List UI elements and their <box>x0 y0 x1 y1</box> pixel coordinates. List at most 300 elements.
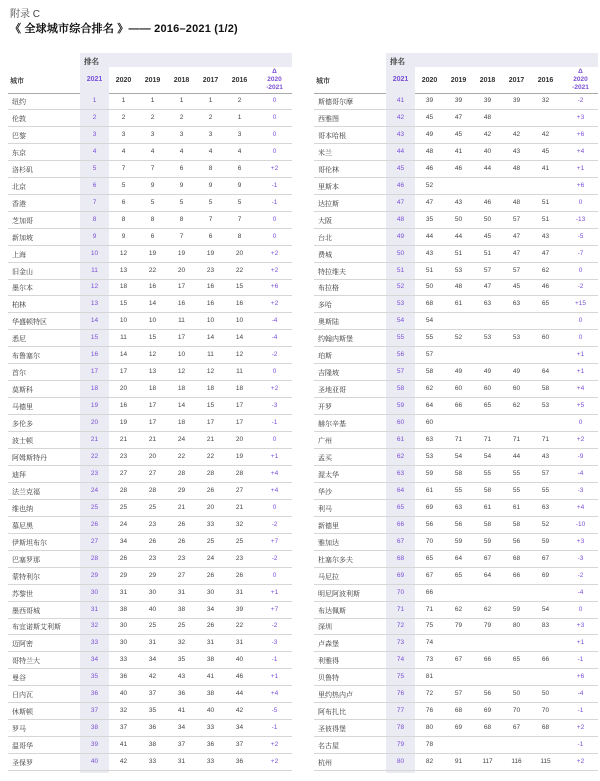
rank-2018: 71 <box>483 436 492 443</box>
table-row <box>314 483 598 500</box>
rank-delta: +2 <box>576 758 585 766</box>
rank-2016: 8 <box>237 232 242 240</box>
rank-delta: 0 <box>272 436 277 443</box>
table-row <box>8 720 292 737</box>
rank-2016: 17 <box>235 419 244 427</box>
rank-2019: 59 <box>454 537 463 545</box>
rank-2018: 18 <box>177 385 186 393</box>
rank-2019: 48 <box>454 283 463 291</box>
rank-2021: 5 <box>92 164 97 172</box>
rank-delta: -10 <box>575 520 586 528</box>
city-name: 西雅图 <box>318 115 339 123</box>
rank-2019: 47 <box>454 113 463 121</box>
rank-2020: 6 <box>121 198 126 206</box>
rank-2021: 3 <box>92 130 97 138</box>
rank-2021: 15 <box>90 334 99 342</box>
rank-2016: 14 <box>235 334 244 342</box>
rank-2021: 60 <box>396 419 405 427</box>
city-name: 莫斯科 <box>12 387 33 395</box>
city-name: 斯德哥尔摩 <box>318 99 353 106</box>
table-row <box>8 669 292 686</box>
rank-2021: 72 <box>396 622 405 630</box>
city-name: 巴黎 <box>12 132 26 140</box>
delta-header: Δ 2020 -2021 <box>572 68 589 91</box>
rank-2019: 14 <box>148 300 157 308</box>
rank-delta: +2 <box>270 164 279 172</box>
rank-delta: 0 <box>578 334 583 342</box>
rank-band-label: 排名 <box>390 57 405 66</box>
rank-2020: 56 <box>425 520 434 528</box>
city-name: 马尼拉 <box>318 573 339 581</box>
rank-2016: 12 <box>235 351 244 359</box>
rank-2016: 44 <box>235 690 244 698</box>
rank-2020: 82 <box>425 758 434 766</box>
rank-2019: 20 <box>148 452 157 460</box>
rank-2020: 78 <box>425 741 434 749</box>
rank-2018: 69 <box>483 707 492 715</box>
rank-2017: 41 <box>206 673 215 681</box>
rank-2016: 32 <box>235 520 244 528</box>
rank-delta: +2 <box>270 249 279 257</box>
city-name: 上海 <box>12 251 26 259</box>
rank-2020: 10 <box>119 317 128 325</box>
rank-2021: 49 <box>396 232 405 240</box>
rank-2017: 15 <box>206 402 215 410</box>
rank-2017: 47 <box>512 249 521 257</box>
city-name: 里斯本 <box>318 183 339 191</box>
rank-2021: 17 <box>90 368 99 376</box>
rank-2021: 79 <box>396 741 405 749</box>
rank-2021: 6 <box>92 181 97 189</box>
rank-2021: 56 <box>396 351 405 359</box>
rank-2017: 21 <box>206 436 215 443</box>
rank-2016: 63 <box>541 503 550 511</box>
rank-2019: 21 <box>148 436 157 443</box>
rank-2021: 45 <box>396 164 405 172</box>
rank-2019: 67 <box>454 656 463 664</box>
rank-2016: 17 <box>235 402 244 410</box>
rank-2018: 26 <box>177 520 186 528</box>
rank-delta: -9 <box>577 452 584 460</box>
table-row <box>8 754 292 771</box>
rank-2020: 31 <box>119 588 128 596</box>
rank-2018: 34 <box>177 724 186 732</box>
rank-2020: 33 <box>119 656 128 664</box>
rank-2019: 22 <box>148 266 157 274</box>
rank-2019: 54 <box>454 452 463 460</box>
rank-2019: 13 <box>148 368 157 376</box>
rank-2017: 66 <box>512 571 521 579</box>
rank-2020: 73 <box>425 656 434 664</box>
rank-2016: 51 <box>541 198 550 206</box>
rank-2021: 16 <box>90 351 99 359</box>
year-header-2018: 2018 <box>479 77 496 84</box>
year-header-2018: 2018 <box>173 77 190 84</box>
rank-2016: 31 <box>235 639 244 647</box>
rank-2018: 40 <box>483 147 492 155</box>
rank-2020: 58 <box>425 368 434 376</box>
rank-delta: -13 <box>575 215 586 223</box>
table-row <box>8 263 292 280</box>
rank-2019: 5 <box>150 198 155 206</box>
rank-2016: 42 <box>235 707 244 715</box>
rank-2016: 66 <box>541 656 550 664</box>
rank-2019: 46 <box>454 164 463 172</box>
table-row <box>314 720 598 737</box>
table-row <box>314 754 598 771</box>
city-name: 特拉维夫 <box>318 268 346 276</box>
rank-2020: 25 <box>119 503 128 511</box>
rank-2020: 34 <box>119 537 128 545</box>
rank-2020: 64 <box>425 402 434 410</box>
rank-2019: 10 <box>148 317 157 325</box>
rank-2019: 69 <box>454 724 463 732</box>
rank-2020: 9 <box>121 232 126 240</box>
rank-2018: 18 <box>177 419 186 427</box>
rank-2019: 41 <box>454 147 463 155</box>
rank-2018: 2 <box>179 113 184 121</box>
rank-2017: 25 <box>206 537 215 545</box>
rank-2019: 38 <box>148 741 157 749</box>
rank-2018: 8 <box>179 215 184 223</box>
ranking-table-right <box>314 53 598 773</box>
rank-2017: 24 <box>206 554 215 562</box>
rank-delta: -2 <box>271 351 278 359</box>
rank-2018: 51 <box>483 249 492 257</box>
rank-2016: 115 <box>540 758 551 766</box>
rank-2020: 18 <box>119 283 128 291</box>
city-name: 名古屋 <box>318 743 339 751</box>
rank-2017: 68 <box>512 554 521 562</box>
rank-delta: -1 <box>577 656 584 664</box>
rank-2018: 38 <box>177 605 186 613</box>
rank-2020: 52 <box>425 181 434 189</box>
rank-2019: 7 <box>150 164 155 172</box>
rank-2016: 67 <box>541 554 550 562</box>
table-row <box>8 178 292 195</box>
rank-2016: 58 <box>541 385 550 393</box>
rank-2017: 59 <box>512 605 521 613</box>
city-name: 墨西哥城 <box>12 607 40 615</box>
rank-2021: 74 <box>396 656 405 664</box>
rank-2017: 38 <box>206 656 215 664</box>
rank-2016: 19 <box>235 452 244 460</box>
rank-delta: 0 <box>272 147 277 155</box>
table-row <box>314 618 598 635</box>
rank-2017: 42 <box>512 130 521 138</box>
rank-2021: 59 <box>396 402 405 410</box>
rank-2021: 21 <box>90 436 99 443</box>
table-row <box>314 195 598 212</box>
table-row <box>8 330 292 347</box>
table-row <box>314 534 598 551</box>
rank-2019: 16 <box>148 283 157 291</box>
rank-2020: 68 <box>425 300 434 308</box>
rank-2021: 23 <box>90 469 99 477</box>
rank-2017: 40 <box>206 707 215 715</box>
city-name: 多哈 <box>318 302 332 310</box>
rank-2020: 24 <box>119 520 128 528</box>
rank-2018: 21 <box>177 503 186 511</box>
rank-2018: 65 <box>483 402 492 410</box>
rank-delta: 0 <box>272 571 277 579</box>
column-header <box>314 67 598 94</box>
rank-2016: 22 <box>235 266 244 274</box>
rank-2019: 50 <box>454 215 463 223</box>
rank-delta: -1 <box>271 656 278 664</box>
rank-2018: 19 <box>177 249 186 257</box>
table-row <box>314 602 598 619</box>
table-row <box>314 144 598 161</box>
table-row <box>8 144 292 161</box>
table-row <box>8 635 292 652</box>
rank-2016: 69 <box>541 571 550 579</box>
table-row <box>8 127 292 144</box>
rank-2017: 57 <box>512 266 521 274</box>
rank-2021: 80 <box>396 758 405 766</box>
city-name: 明尼阿波利斯 <box>318 590 360 598</box>
rank-2021: 19 <box>90 402 99 410</box>
table-row <box>314 212 598 229</box>
rank-delta: -2 <box>271 554 278 562</box>
rank-2017: 16 <box>206 300 215 308</box>
rank-2021: 11 <box>91 266 98 274</box>
rank-2021: 32 <box>90 622 99 630</box>
table-row <box>8 517 292 534</box>
rank-2018: 31 <box>177 758 186 766</box>
rank-delta: +4 <box>270 690 279 698</box>
rank-2019: 29 <box>148 571 157 579</box>
rank-2021: 46 <box>396 181 405 189</box>
rank-2020: 28 <box>119 486 128 494</box>
city-name: 达拉斯 <box>318 200 339 208</box>
table-row <box>8 551 292 568</box>
city-name: 罗马 <box>12 726 26 734</box>
rank-2016: 83 <box>541 622 550 630</box>
rank-2020: 71 <box>425 605 434 613</box>
rank-delta: +6 <box>576 130 585 138</box>
rank-delta: +2 <box>270 385 279 393</box>
rank-2018: 68 <box>483 724 492 732</box>
rank-2016: 68 <box>541 724 550 732</box>
table-row <box>314 635 598 652</box>
rank-2019: 55 <box>454 486 463 494</box>
rank-2021: 75 <box>396 673 405 681</box>
rank-delta: -1 <box>271 181 278 189</box>
rank-2021: 18 <box>90 385 99 393</box>
rank-2017: 17 <box>206 419 215 427</box>
rank-delta: 0 <box>272 113 277 121</box>
rank-2019: 56 <box>454 520 463 528</box>
rank-2016: 20 <box>235 249 244 257</box>
table-row <box>8 686 292 703</box>
rank-2018: 10 <box>177 351 186 359</box>
rank-2020: 44 <box>425 232 434 240</box>
rank-2017: 2 <box>208 113 213 121</box>
rank-delta: 0 <box>272 232 277 240</box>
city-name: 首尔 <box>12 370 26 378</box>
rank-2016: 40 <box>235 656 244 664</box>
table-row <box>314 686 598 703</box>
rank-2021: 70 <box>396 588 405 596</box>
rank-2020: 74 <box>425 639 434 647</box>
rank-2016: 25 <box>235 537 244 545</box>
rank-2021: 76 <box>396 690 405 698</box>
rank-2016: 47 <box>541 249 550 257</box>
rank-2021: 52 <box>396 283 405 291</box>
rank-2018: 32 <box>177 639 186 647</box>
city-name: 悉尼 <box>12 336 26 344</box>
city-name: 波士顿 <box>12 438 33 445</box>
rank-2016: 31 <box>235 588 244 596</box>
rank-2020: 39 <box>425 97 434 104</box>
city-name: 迈阿密 <box>12 641 33 649</box>
rank-2016: 3 <box>237 130 242 138</box>
rank-2020: 59 <box>425 469 434 477</box>
rank-2017: 22 <box>206 452 215 460</box>
rank-2016: 22 <box>235 622 244 630</box>
rank-2016: 46 <box>541 283 550 291</box>
table-row <box>314 500 598 517</box>
rank-2021: 20 <box>90 419 99 427</box>
rank-2019: 79 <box>454 622 463 630</box>
rank-2020: 62 <box>425 385 434 393</box>
table-row <box>8 568 292 585</box>
rank-2020: 57 <box>425 351 434 359</box>
rank-delta: +2 <box>576 436 585 443</box>
rank-2019: 36 <box>148 724 157 732</box>
rank-2016: 18 <box>235 385 244 393</box>
rank-2018: 22 <box>177 452 186 460</box>
rank-2020: 15 <box>119 300 128 308</box>
table-row <box>314 585 598 602</box>
rank-2021: 37 <box>90 707 99 715</box>
rank-2018: 37 <box>177 741 186 749</box>
rank-2017: 62 <box>512 402 521 410</box>
rank-2019: 45 <box>454 130 463 138</box>
rank-2018: 64 <box>483 571 492 579</box>
rank-delta: 0 <box>578 266 583 274</box>
rank-2019: 68 <box>454 707 463 715</box>
rank-2019: 91 <box>454 758 463 766</box>
table-row <box>314 178 598 195</box>
rank-2020: 17 <box>119 368 128 376</box>
rank-2021: 51 <box>396 266 405 274</box>
year-header-2016: 2016 <box>537 77 554 84</box>
rank-2016: 46 <box>235 673 244 681</box>
city-name: 迪拜 <box>12 471 26 479</box>
rank-2017: 55 <box>512 469 521 477</box>
rank-2020: 60 <box>425 419 434 427</box>
city-name: 马德里 <box>12 404 33 412</box>
rank-2020: 40 <box>119 690 128 698</box>
rank-2017: 31 <box>206 639 215 647</box>
table-row <box>314 737 598 754</box>
rank-2019: 27 <box>148 469 157 477</box>
rank-2021: 9 <box>92 232 97 240</box>
rank-delta: +1 <box>576 351 585 359</box>
rank-2016: 9 <box>237 181 242 189</box>
rank-2019: 23 <box>148 554 157 562</box>
rank-2018: 9 <box>179 181 184 189</box>
city-name: 米兰 <box>318 149 332 157</box>
rank-delta: +5 <box>576 402 585 410</box>
city-name: 杜塞尔多夫 <box>318 556 353 564</box>
rank-2021: 55 <box>396 334 405 342</box>
rank-2017: 26 <box>206 571 215 579</box>
city-name: 华沙 <box>318 488 332 496</box>
rank-2017: 23 <box>206 266 215 274</box>
rank-2017: 56 <box>512 537 521 545</box>
rank-2021: 4 <box>92 147 97 155</box>
city-name: 雅加达 <box>318 539 339 547</box>
rank-2016: 51 <box>541 215 550 223</box>
rank-2016: 16 <box>235 300 244 308</box>
rank-delta: -7 <box>577 249 584 257</box>
rank-delta: +3 <box>576 537 585 545</box>
city-name: 阿姆斯特丹 <box>12 454 47 462</box>
rank-delta: -2 <box>577 571 584 579</box>
rank-2020: 4 <box>121 147 126 155</box>
rank-2021: 28 <box>90 554 99 562</box>
table-row <box>8 652 292 669</box>
rank-2017: 3 <box>208 130 213 138</box>
rank-delta: -4 <box>577 690 584 698</box>
rank-2018: 58 <box>483 486 492 494</box>
table-row <box>314 432 598 449</box>
rank-2016: 2 <box>237 97 242 104</box>
rank-2017: 12 <box>206 368 215 376</box>
rank-2021: 66 <box>396 520 405 528</box>
rank-2019: 61 <box>454 300 463 308</box>
column-header <box>8 67 292 94</box>
rank-2017: 10 <box>206 317 215 325</box>
rank-2018: 17 <box>177 334 186 342</box>
rank-2021: 57 <box>396 368 405 376</box>
rank-2016: 1 <box>237 113 242 121</box>
rank-2018: 14 <box>177 402 186 410</box>
city-name: 哥特兰大 <box>12 658 40 666</box>
city-name: 巴塞罗那 <box>12 556 40 564</box>
table-row <box>8 500 292 517</box>
year-header-2019: 2019 <box>144 77 161 84</box>
rank-2016: 15 <box>235 283 244 291</box>
rank-2017: 33 <box>206 724 215 732</box>
rank-delta: +7 <box>270 605 279 613</box>
city-name: 温哥华 <box>12 743 33 751</box>
rank-2020: 1 <box>121 97 126 104</box>
rank-2020: 51 <box>425 266 434 274</box>
rank-2017: 70 <box>512 707 521 715</box>
rank-2018: 50 <box>483 215 492 223</box>
city-header: 城市 <box>316 78 330 85</box>
rank-2020: 55 <box>425 334 434 342</box>
rank-2018: 42 <box>483 130 492 138</box>
rank-2020: 41 <box>119 741 128 749</box>
rank-2019: 28 <box>148 486 157 494</box>
rank-2017: 55 <box>512 486 521 494</box>
table-row <box>8 93 292 110</box>
rank-2021: 42 <box>396 113 405 121</box>
rank-2017: 19 <box>206 249 215 257</box>
rank-2020: 48 <box>425 147 434 155</box>
rank-2018: 25 <box>177 622 186 630</box>
rank-2016: 7 <box>237 215 242 223</box>
rank-delta: -2 <box>577 283 584 291</box>
rank-2018: 44 <box>483 164 492 172</box>
rank-2019: 15 <box>148 334 157 342</box>
city-name: 杭州 <box>318 760 332 768</box>
